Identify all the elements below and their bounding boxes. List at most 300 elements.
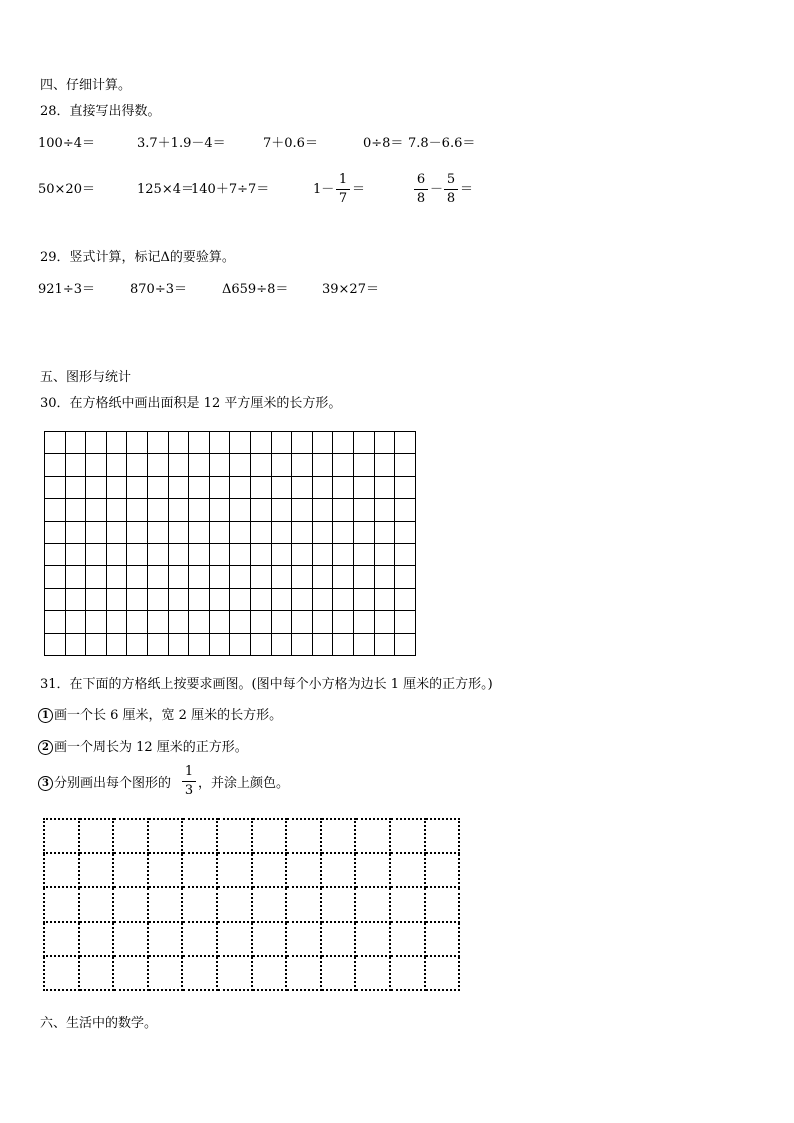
grid-cell[interactable] [271,454,292,476]
grid-cell[interactable] [390,922,425,956]
grid-cell[interactable] [312,499,333,521]
grid-row [44,922,459,956]
grid-cell[interactable] [127,499,148,521]
grid-cell[interactable] [395,633,416,655]
grid-cell[interactable] [353,543,374,565]
grid-cell[interactable] [127,543,148,565]
grid-row [45,611,416,633]
grid-cell[interactable] [355,922,390,956]
grid-cell[interactable] [147,499,168,521]
grid-cell[interactable] [127,611,148,633]
fraction-numerator: 6 [416,172,426,187]
q29-expr-4: 39×27＝ [322,282,379,297]
grid-cell[interactable] [395,432,416,454]
grid-cell[interactable] [374,543,395,565]
grid-cell[interactable] [79,922,114,956]
section-5-heading: 五、图形与统计 [40,370,132,385]
grid-cell[interactable] [65,476,86,498]
grid-row [45,499,416,521]
q31-item-3 [38,776,171,792]
grid-cell[interactable] [86,633,107,655]
grid-cell[interactable] [127,521,148,543]
grid-cell[interactable] [106,499,127,521]
grid-cell[interactable] [86,543,107,565]
q31-fraction-1-3 [182,764,196,799]
grid-cell[interactable] [113,819,148,853]
grid-cell[interactable] [113,922,148,956]
grid-cell[interactable] [250,476,271,498]
grid-cell[interactable] [250,611,271,633]
grid-cell[interactable] [230,633,251,655]
q31-item-2-text: 画一个周长为 12 厘米的正方形。 [54,740,248,755]
grid-cell[interactable] [147,476,168,498]
grid-cell[interactable] [106,432,127,454]
q28-frac2-equals: ＝ [460,182,474,197]
grid-cell[interactable] [312,611,333,633]
grid-cell[interactable] [250,521,271,543]
grid-cell[interactable] [333,588,354,610]
fraction-numerator: 1 [338,172,348,187]
fraction-bar [444,189,458,190]
grid-cell[interactable] [189,476,210,498]
grid-cell[interactable] [271,543,292,565]
grid-cell[interactable] [374,432,395,454]
grid-cell[interactable] [286,819,321,853]
grid-cell[interactable] [312,566,333,588]
grid-cell[interactable] [355,956,390,990]
grid-row [45,476,416,498]
grid-cell[interactable] [65,543,86,565]
grid-cell[interactable] [312,633,333,655]
grid-cell[interactable] [292,543,313,565]
grid-cell[interactable] [271,633,292,655]
grid-cell[interactable] [321,887,356,921]
q28-fraction-5-8 [444,172,458,207]
grid-cell[interactable] [182,922,217,956]
grid-cell[interactable] [45,611,66,633]
grid-cell[interactable] [86,588,107,610]
grid-cell[interactable] [189,588,210,610]
grid-cell[interactable] [395,476,416,498]
q28-expr-6: 50×20＝ [38,182,95,197]
grid-cell[interactable] [168,432,189,454]
grid-cell[interactable] [217,887,252,921]
grid-cell[interactable] [355,819,390,853]
grid-cell[interactable] [425,887,460,921]
grid-cell[interactable] [230,566,251,588]
grid-cell[interactable] [230,432,251,454]
grid-cell[interactable] [230,611,251,633]
grid-cell[interactable] [44,853,79,887]
grid-cell[interactable] [250,566,271,588]
grid-cell[interactable] [127,588,148,610]
grid-cell[interactable] [271,476,292,498]
grid-cell[interactable] [147,633,168,655]
q28-fraction-1-7 [336,172,350,207]
grid-cell[interactable] [395,454,416,476]
grid-cell[interactable] [252,922,287,956]
grid-cell[interactable] [106,521,127,543]
grid-cell[interactable] [292,588,313,610]
grid-cell[interactable] [425,956,460,990]
grid-cell[interactable] [147,566,168,588]
q31-item-1-text: 画一个长 6 厘米，宽 2 厘米的长方形。 [54,708,283,723]
grid-cell[interactable] [189,499,210,521]
grid-cell[interactable] [45,499,66,521]
q28-expr-2: 3.7＋1.9－4＝ [137,136,226,151]
grid-cell[interactable] [45,476,66,498]
grid-cell[interactable] [333,476,354,498]
grid-cell[interactable] [45,454,66,476]
grid-cell[interactable] [106,611,127,633]
grid-row [45,432,416,454]
grid-cell[interactable] [45,566,66,588]
grid-cell[interactable] [250,454,271,476]
grid-cell[interactable] [395,543,416,565]
grid-cell[interactable] [182,853,217,887]
q31-item-2 [38,740,248,756]
grid-cell[interactable] [86,432,107,454]
grid-cell[interactable] [395,521,416,543]
grid-cell[interactable] [168,543,189,565]
grid-cell[interactable] [189,633,210,655]
grid-row [45,543,416,565]
grid-cell[interactable] [168,454,189,476]
grid-cell[interactable] [333,521,354,543]
grid-cell[interactable] [44,819,79,853]
grid-cell[interactable] [395,566,416,588]
grid-cell[interactable] [106,543,127,565]
grid-cell[interactable] [230,499,251,521]
grid-cell[interactable] [271,611,292,633]
grid-cell[interactable] [321,853,356,887]
grid-cell[interactable] [390,956,425,990]
grid-cell[interactable] [217,819,252,853]
grid-cell[interactable] [148,887,183,921]
grid-cell[interactable] [286,922,321,956]
grid-cell[interactable] [374,566,395,588]
grid-cell[interactable] [79,887,114,921]
grid-cell[interactable] [286,887,321,921]
grid-cell[interactable] [148,956,183,990]
fraction-denominator: 3 [184,783,194,798]
grid-cell[interactable] [312,432,333,454]
grid-cell[interactable] [286,853,321,887]
circled-number-2: 2 [38,740,53,755]
grid-cell[interactable] [333,432,354,454]
grid-cell[interactable] [189,611,210,633]
grid-cell[interactable] [209,566,230,588]
grid-cell[interactable] [209,499,230,521]
grid-cell[interactable] [209,611,230,633]
grid-cell[interactable] [168,611,189,633]
grid-cell[interactable] [292,432,313,454]
grid-cell[interactable] [292,633,313,655]
grid-cell[interactable] [86,476,107,498]
grid-cell[interactable] [45,633,66,655]
grid-cell[interactable] [86,566,107,588]
grid-cell[interactable] [65,454,86,476]
q28-expr-7: 125×4＝ [137,182,194,197]
grid-cell[interactable] [127,633,148,655]
grid-cell[interactable] [353,521,374,543]
grid-cell[interactable] [312,476,333,498]
grid-cell[interactable] [374,521,395,543]
grid-cell[interactable] [147,454,168,476]
q29-expr-2: 870÷3＝ [130,282,187,297]
grid-row [45,588,416,610]
grid-cell[interactable] [271,588,292,610]
grid-cell[interactable] [209,454,230,476]
grid-cell[interactable] [182,887,217,921]
grid-cell[interactable] [147,521,168,543]
grid-cell[interactable] [353,611,374,633]
q28-title: 28．直接写出得数。 [40,104,161,119]
grid-cell[interactable] [65,611,86,633]
grid-cell[interactable] [45,521,66,543]
grid-cell[interactable] [86,454,107,476]
grid-cell[interactable] [292,476,313,498]
grid-cell[interactable] [209,543,230,565]
grid-cell[interactable] [374,611,395,633]
grid-cell[interactable] [321,819,356,853]
q28-frac1-lead: 1－ [313,182,335,197]
grid-cell[interactable] [127,432,148,454]
grid-cell[interactable] [425,853,460,887]
section-6-heading: 六、生活中的数学。 [40,1016,158,1031]
grid-cell[interactable] [189,521,210,543]
grid-cell[interactable] [333,611,354,633]
grid-cell[interactable] [147,611,168,633]
grid-cell[interactable] [271,432,292,454]
grid-cell[interactable] [353,476,374,498]
q28-expr-3: 7＋0.6＝ [263,136,318,151]
grid-cell[interactable] [86,611,107,633]
grid-cell[interactable] [86,521,107,543]
grid-cell[interactable] [374,454,395,476]
fraction-denominator: 8 [416,191,426,206]
grid-cell[interactable] [168,499,189,521]
grid-cell[interactable] [250,633,271,655]
q29-expr-3: Δ659÷8＝ [222,282,289,297]
grid-cell[interactable] [106,566,127,588]
q29-title: 29．竖式计算，标记Δ的要验算。 [40,250,235,265]
q28-expr-5: 7.8－6.6＝ [408,136,476,151]
grid-cell[interactable] [271,499,292,521]
grid-cell[interactable] [321,922,356,956]
grid-cell[interactable] [45,588,66,610]
q28-expr-8: 140＋7÷7＝ [191,182,270,197]
grid-cell[interactable] [374,588,395,610]
grid-cell[interactable] [271,521,292,543]
grid-cell[interactable] [312,543,333,565]
grid-cell[interactable] [312,454,333,476]
grid-cell[interactable] [113,956,148,990]
grid-cell[interactable] [168,521,189,543]
grid-cell[interactable] [333,454,354,476]
grid-cell[interactable] [390,819,425,853]
grid-cell[interactable] [168,633,189,655]
grid-cell[interactable] [250,432,271,454]
grid-cell[interactable] [65,633,86,655]
grid-cell[interactable] [65,432,86,454]
grid-cell[interactable] [182,956,217,990]
grid-cell[interactable] [252,819,287,853]
q31-item-3-text-before: 分别画出每个图形的 [54,776,172,791]
grid-cell[interactable] [147,543,168,565]
grid-cell[interactable] [250,499,271,521]
grid-cell[interactable] [333,633,354,655]
grid-cell[interactable] [182,819,217,853]
grid-cell[interactable] [168,588,189,610]
grid-row [45,454,416,476]
grid-cell[interactable] [44,887,79,921]
grid-cell[interactable] [113,853,148,887]
grid-cell[interactable] [106,588,127,610]
q31-item-1 [38,708,282,724]
grid-cell[interactable] [106,633,127,655]
grid-cell[interactable] [209,521,230,543]
grid-cell[interactable] [286,956,321,990]
grid-cell[interactable] [65,499,86,521]
grid-cell[interactable] [189,432,210,454]
grid-cell[interactable] [44,922,79,956]
grid-cell[interactable] [148,819,183,853]
grid-cell[interactable] [353,566,374,588]
q31-dotted-grid[interactable] [43,818,460,991]
grid-cell[interactable] [189,543,210,565]
grid-cell[interactable] [390,853,425,887]
grid-row [45,521,416,543]
grid-cell[interactable] [292,566,313,588]
grid-cell[interactable] [353,499,374,521]
fraction-numerator: 1 [184,764,194,779]
q28-frac1-equals: ＝ [352,182,366,197]
grid-cell[interactable] [65,521,86,543]
grid-cell[interactable] [127,566,148,588]
q28-fraction-6-8 [414,172,428,207]
grid-cell[interactable] [230,521,251,543]
q28-frac2-minus: － [430,182,444,197]
grid-cell[interactable] [217,922,252,956]
grid-cell[interactable] [127,476,148,498]
grid-cell[interactable] [148,853,183,887]
grid-cell[interactable] [217,853,252,887]
grid-cell[interactable] [65,566,86,588]
q29-expr-1: 921÷3＝ [38,282,95,297]
q28-expr-4: 0÷8＝ [363,136,404,151]
grid-cell[interactable] [252,853,287,887]
grid-cell[interactable] [250,543,271,565]
grid-cell[interactable] [271,566,292,588]
grid-cell[interactable] [252,887,287,921]
grid-cell[interactable] [147,588,168,610]
grid-cell[interactable] [45,432,66,454]
grid-row [44,853,459,887]
grid-cell[interactable] [106,476,127,498]
grid-cell[interactable] [292,454,313,476]
grid-cell[interactable] [79,853,114,887]
grid-row [45,566,416,588]
grid-cell[interactable] [292,521,313,543]
grid-cell[interactable] [292,611,313,633]
grid-cell[interactable] [353,432,374,454]
grid-cell[interactable] [45,543,66,565]
grid-row [44,956,459,990]
grid-cell[interactable] [374,499,395,521]
grid-cell[interactable] [395,499,416,521]
grid-cell[interactable] [230,476,251,498]
grid-cell[interactable] [189,566,210,588]
grid-cell[interactable] [390,887,425,921]
grid-cell[interactable] [374,633,395,655]
circled-number-1: 1 [38,708,53,723]
grid-cell[interactable] [168,566,189,588]
grid-cell[interactable] [44,956,79,990]
q28-expr-1: 100÷4＝ [38,136,95,151]
grid-cell[interactable] [106,454,127,476]
grid-cell[interactable] [333,543,354,565]
grid-cell[interactable] [395,611,416,633]
q30-square-grid[interactable] [44,431,416,656]
grid-cell[interactable] [312,588,333,610]
grid-cell[interactable] [127,454,148,476]
fraction-bar [182,781,196,782]
grid-cell[interactable] [353,588,374,610]
grid-cell[interactable] [425,922,460,956]
fraction-bar [336,189,350,190]
grid-cell[interactable] [65,588,86,610]
q31-item-3-text-after: ，并涂上颜色。 [198,776,290,791]
grid-cell[interactable] [312,521,333,543]
grid-cell[interactable] [292,499,313,521]
grid-cell[interactable] [113,887,148,921]
grid-cell[interactable] [355,887,390,921]
q31-title: 31．在下面的方格纸上按要求画图。(图中每个小方格为边长 1 厘米的正方形。) [40,677,493,692]
grid-cell[interactable] [147,432,168,454]
grid-cell[interactable] [425,819,460,853]
grid-cell[interactable] [321,956,356,990]
grid-cell[interactable] [395,588,416,610]
grid-cell[interactable] [355,853,390,887]
grid-cell[interactable] [217,956,252,990]
grid-cell[interactable] [353,454,374,476]
grid-cell[interactable] [209,432,230,454]
grid-cell[interactable] [230,454,251,476]
q30-title: 30．在方格纸中画出面积是 12 平方厘米的长方形。 [40,396,342,411]
fraction-denominator: 8 [446,191,456,206]
grid-cell[interactable] [230,588,251,610]
grid-cell[interactable] [230,543,251,565]
grid-cell[interactable] [252,956,287,990]
grid-cell[interactable] [353,633,374,655]
grid-cell[interactable] [333,499,354,521]
grid-cell[interactable] [333,566,354,588]
grid-cell[interactable] [209,588,230,610]
grid-row [44,819,459,853]
grid-cell[interactable] [86,499,107,521]
grid-row [45,633,416,655]
grid-cell[interactable] [148,922,183,956]
grid-cell[interactable] [79,956,114,990]
grid-cell[interactable] [209,633,230,655]
grid-cell[interactable] [250,588,271,610]
grid-cell[interactable] [168,476,189,498]
grid-cell[interactable] [79,819,114,853]
grid-cell[interactable] [189,454,210,476]
grid-cell[interactable] [209,476,230,498]
grid-cell[interactable] [374,476,395,498]
